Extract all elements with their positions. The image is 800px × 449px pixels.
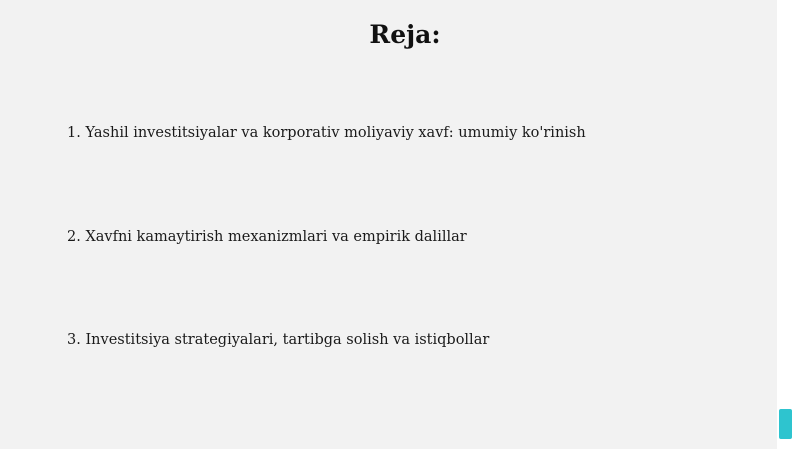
plan-item-3: 3. Investitsiya strategiyalari, tartibga solish va istiqbollar (67, 332, 490, 348)
slide-title: Reja: (369, 20, 441, 49)
scrollbar-thumb[interactable] (779, 409, 792, 439)
plan-item-2: 2. Xavfni kamaytirish mexanizmlari va empirik dalillar (67, 229, 467, 245)
plan-item-1: 1. Yashil investitsiyalar va korporativ moliyaviy xavf: umumiy ko'rinish (67, 125, 586, 141)
vertical-scrollbar[interactable] (777, 0, 800, 449)
